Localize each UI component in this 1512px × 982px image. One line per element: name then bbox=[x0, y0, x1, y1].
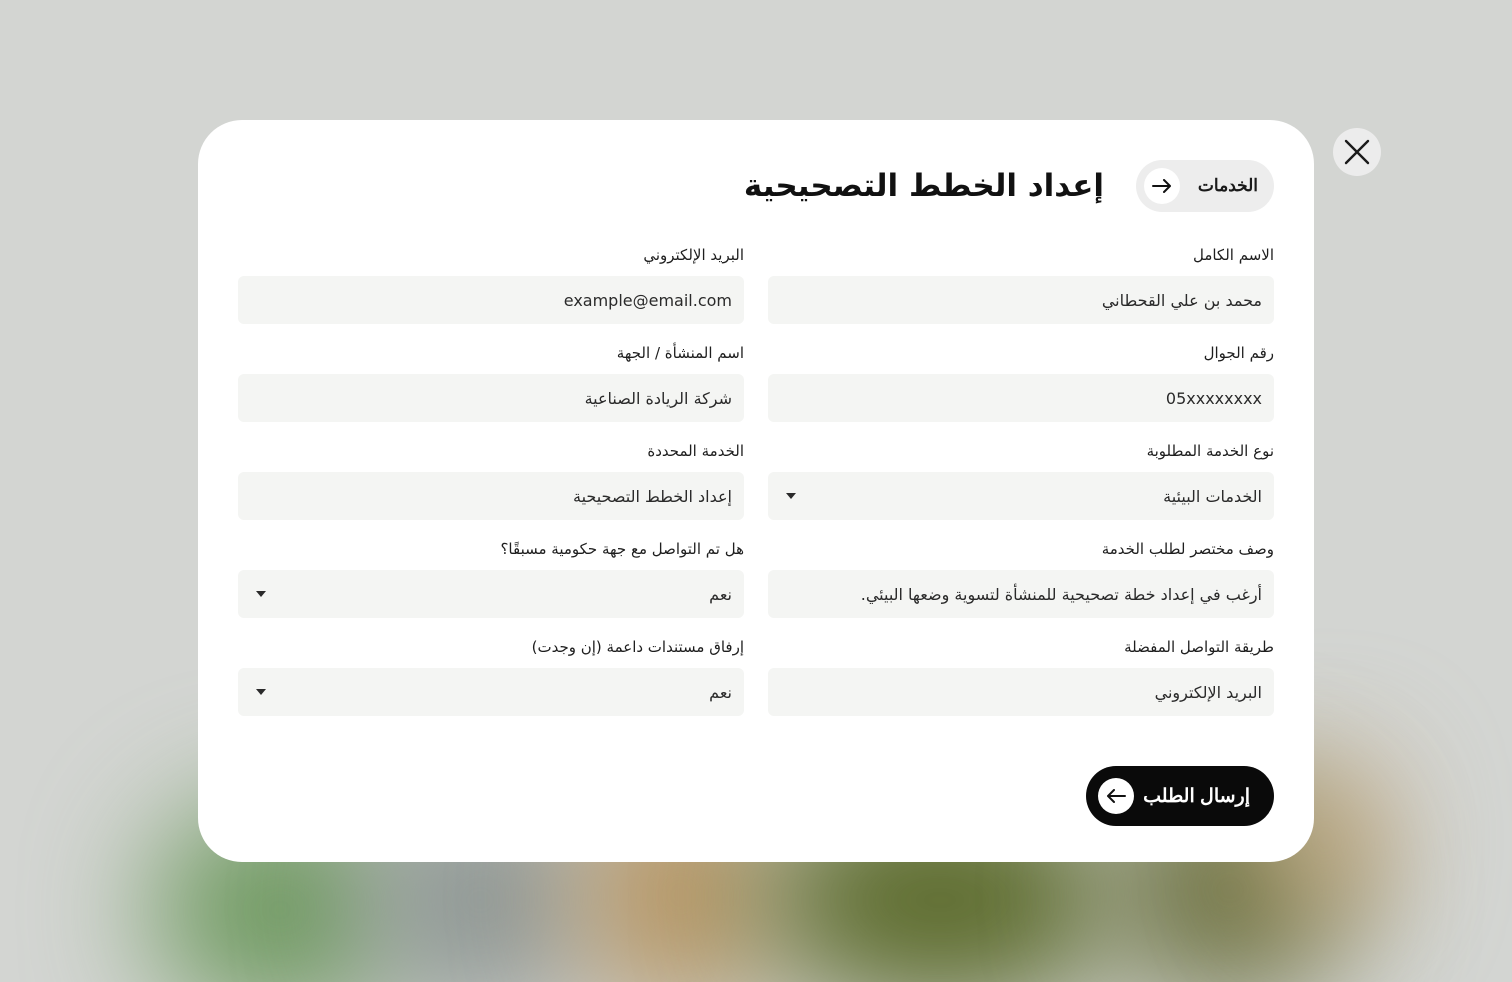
mobile-label: رقم الجوال bbox=[1203, 344, 1274, 362]
contact-method-field bbox=[768, 636, 1274, 716]
selected-service-field bbox=[238, 440, 744, 520]
organization-input[interactable] bbox=[238, 374, 744, 422]
arrow-left-icon bbox=[1098, 778, 1134, 814]
service-type-label: نوع الخدمة المطلوبة bbox=[1146, 442, 1274, 460]
mobile-value: 05xxxxxxxx bbox=[1165, 388, 1262, 408]
attachments-label: إرفاق مستندات داعمة (إن وجدت) bbox=[531, 638, 744, 656]
arrow-right-icon bbox=[1144, 168, 1180, 204]
caret-down-icon bbox=[256, 689, 266, 695]
full-name-label: الاسم الكامل bbox=[1192, 246, 1274, 264]
service-type-value: الخدمات البيئية bbox=[1163, 486, 1262, 506]
contact-method-label: طريقة التواصل المفضلة bbox=[1124, 638, 1274, 656]
email-value: example@email.com bbox=[563, 290, 732, 310]
gov-contact-select[interactable] bbox=[238, 570, 744, 618]
attachments-value: نعم bbox=[709, 682, 732, 702]
service-type-select[interactable] bbox=[768, 472, 1274, 520]
description-label: وصف مختصر لطلب الخدمة bbox=[1101, 540, 1274, 558]
mobile-field bbox=[768, 342, 1274, 422]
description-value: أرغب في إعداد خطة تصحيحية للمنشأة لتسوية وضعها البيئي. bbox=[860, 584, 1262, 604]
full-name-input[interactable] bbox=[768, 276, 1274, 324]
full-name-value: محمد بن علي القحطاني bbox=[1101, 290, 1262, 310]
full-name-field bbox=[768, 244, 1274, 324]
email-label: البريد الإلكتروني bbox=[643, 246, 744, 264]
description-input[interactable] bbox=[768, 570, 1274, 618]
caret-down-icon bbox=[256, 591, 266, 597]
gov-contact-field bbox=[238, 538, 744, 618]
attachments-field bbox=[238, 636, 744, 716]
page-title: إعداد الخطط التصحيحية bbox=[743, 168, 1104, 204]
email-input[interactable] bbox=[238, 276, 744, 324]
selected-service-label: الخدمة المحددة bbox=[647, 442, 744, 460]
contact-method-value: البريد الإلكتروني bbox=[1154, 682, 1262, 702]
attachments-select[interactable] bbox=[238, 668, 744, 716]
description-field bbox=[768, 538, 1274, 618]
caret-down-icon bbox=[786, 493, 796, 499]
back-to-services-button[interactable] bbox=[1136, 160, 1274, 212]
mobile-input[interactable] bbox=[768, 374, 1274, 422]
contact-method-input[interactable] bbox=[768, 668, 1274, 716]
organization-label: اسم المنشأة / الجهة bbox=[616, 344, 744, 362]
selected-service-input[interactable] bbox=[238, 472, 744, 520]
close-icon bbox=[1344, 139, 1370, 165]
organization-field bbox=[238, 342, 744, 422]
service-type-field bbox=[768, 440, 1274, 520]
organization-value: شركة الريادة الصناعية bbox=[584, 388, 732, 408]
gov-contact-value: نعم bbox=[709, 584, 732, 604]
request-modal bbox=[198, 120, 1314, 862]
submit-button-label: إرسال الطلب bbox=[1143, 785, 1250, 807]
selected-service-value: إعداد الخطط التصحيحية bbox=[572, 486, 732, 506]
back-button-label: الخدمات bbox=[1197, 176, 1258, 195]
submit-request-button[interactable] bbox=[1086, 766, 1274, 826]
email-field bbox=[238, 244, 744, 324]
gov-contact-label: هل تم التواصل مع جهة حكومية مسبقًا؟ bbox=[500, 540, 744, 558]
close-button[interactable] bbox=[1333, 128, 1381, 176]
